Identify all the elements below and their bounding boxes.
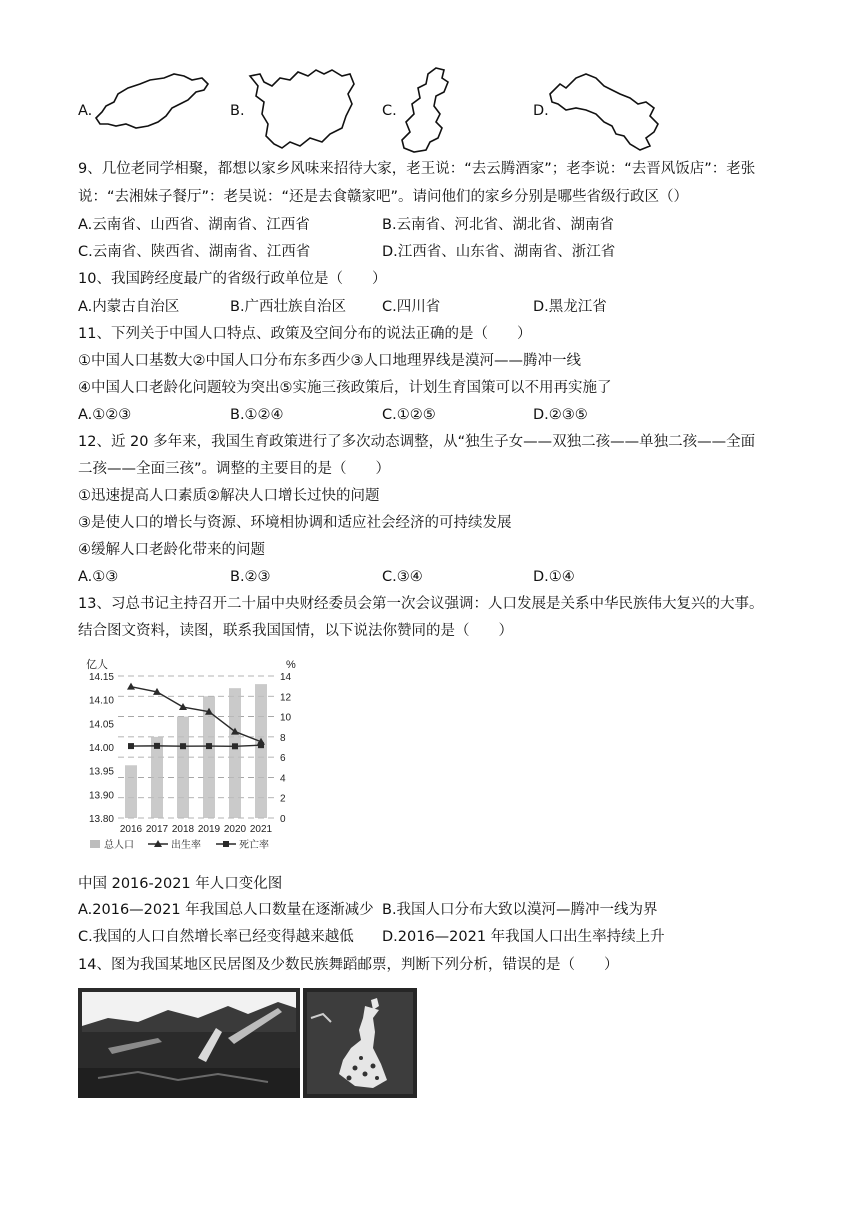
left-tick-label: 14.00 [88,743,114,754]
population-bar [125,765,137,818]
q10-option-b[interactable]: B.广西壮族自治区 [230,299,347,315]
map-label-b: B. [230,103,245,119]
population-bar [177,717,189,818]
q9-option-c[interactable]: C.云南省、陕西省、湖南省、江西省 [78,244,311,260]
left-tick-label: 13.95 [88,766,114,778]
left-tick-label: 13.80 [88,814,114,825]
q13-stem-line1: 13、习总书记主持召开二十届中央财经委员会第一次会议强调：人口发展是关系中华民族伟大复兴的大事。 [78,596,764,612]
right-tick-label: 14 [280,672,292,683]
left-tick-label: 14.15 [88,672,114,683]
q11-stem: 11、下列关于中国人口特点、政策及空间分布的说法正确的是（ ） [78,326,532,342]
legend-label-birth: 出生率 [171,840,201,851]
q11-option-a[interactable]: A.①②③ [78,407,132,423]
q12-stem-line1: 12、近 20 多年来，我国生育政策进行了多次动态调整，从“独生子女——双独二孩——单独二孩——全面 [78,434,756,450]
birth-rate-line [131,687,261,742]
q13-stem-line2: 结合图文资料，读图，联系我国国情，以下说法你赞同的是（ ） [78,623,513,639]
q10-stem: 10、我国跨经度最广的省级行政单位是（ ） [78,271,387,287]
dance-stamp [303,988,417,1098]
map-label-a: A. [78,103,93,119]
q10-option-d[interactable]: D.黑龙江省 [533,299,607,315]
x-tick-label: 2016 [119,824,143,835]
gansu-outline-icon [546,68,666,152]
birth-rate-point [127,683,135,690]
q10-option-c[interactable]: C.四川省 [382,299,441,315]
death-rate-point [128,743,134,749]
right-tick-label: 6 [280,753,286,765]
q11-items-line2: ④中国人口老龄化问题较为突出⑤实施三孩政策后，计划生育国策可以不用再实施了 [78,380,612,396]
legend-marker-death [223,841,229,847]
chart-legend [90,838,269,851]
legend-label-death: 死亡率 [239,840,269,851]
population-bar [229,688,241,818]
x-tick-label: 2018 [171,824,195,835]
legend-label-population: 总人口 [104,840,134,851]
q9-stem-line1: 9、几位老同学相聚，都想以家乡风味来招待大家，老王说：“去云腾酒家”；老李说：“去晋风饭店”：老张 [78,161,756,177]
q13-option-c[interactable]: C.我国的人口自然增长率已经变得越来越低 [78,929,354,945]
q11-option-c[interactable]: C.①②⑤ [382,407,436,423]
population-bar [255,684,267,818]
death-rate-point [180,743,186,749]
right-tick-label: 4 [280,773,286,785]
right-tick-label: 2 [280,793,286,805]
birth-rate-point [179,703,187,710]
q13-option-d[interactable]: D.2016—2021 年我国人口出生率持续上升 [382,929,665,945]
right-tick-label: 0 [280,814,286,825]
left-tick-label: 14.10 [88,695,114,707]
death-rate-point [258,742,264,748]
q10-option-a[interactable]: A.内蒙古自治区 [78,299,180,315]
q13-option-a[interactable]: A.2016—2021 年我国总人口数量在逐渐减少 [78,902,374,918]
q12-items-line2: ③是使人口的增长与资源、环境相协调和适应社会经济的可持续发展 [78,515,512,531]
q12-items-line1: ①迅速提高人口素质②解决人口增长过快的问题 [78,488,380,504]
shandong-outline-icon [92,72,212,132]
death-rate-point [232,743,238,749]
death-rate-point [206,743,212,749]
left-axis-unit-label: 亿人 [86,659,108,671]
death-rate-line [131,745,261,746]
population-bar [151,737,163,818]
x-tick-label: 2017 [145,824,169,835]
q12-option-a[interactable]: A.①③ [78,569,119,585]
q12-option-b[interactable]: B.②③ [230,569,271,585]
map-label-d: D. [533,103,549,119]
dwelling-photo [78,988,300,1098]
right-tick-label: 10 [280,712,292,724]
q12-stem-line2: 二孩——全面三孩”。调整的主要目的是（ ） [78,461,391,477]
q12-option-d[interactable]: D.①④ [533,569,575,585]
q12-option-c[interactable]: C.③④ [382,569,423,585]
q9-option-a[interactable]: A.云南省、山西省、湖南省、江西省 [78,217,310,233]
q11-option-b[interactable]: B.①②④ [230,407,284,423]
q14-stem: 14、图为我国某地区民居图及少数民族舞蹈邮票，判断下列分析，错误的是（ ） [78,957,619,973]
x-tick-label: 2019 [197,824,221,835]
left-tick-label: 13.90 [88,790,114,802]
q12-items-line3: ④缓解人口老龄化带来的问题 [78,542,265,558]
legend-swatch-population [90,840,100,848]
population-change-chart [76,652,306,864]
q11-items-line1: ①中国人口基数大②中国人口分布东多西少③人口地理界线是漠河——腾冲一线 [78,353,581,369]
chart-caption: 中国 2016-2021 年人口变化图 [78,876,283,892]
right-tick-label: 8 [280,732,286,744]
q9-option-d[interactable]: D.江西省、山东省、湖南省、浙江省 [382,244,616,260]
left-tick-label: 14.05 [88,719,114,731]
x-tick-label: 2020 [223,824,247,835]
sichuan-outline-icon [246,66,358,150]
q13-option-b[interactable]: B.我国人口分布大致以漠河—腾冲一线为界 [382,902,658,918]
map-label-c: C. [382,103,397,119]
x-tick-label: 2021 [249,824,273,835]
q11-option-d[interactable]: D.②③⑤ [533,407,588,423]
right-tick-label: 12 [280,692,292,704]
shanxi-outline-icon [396,66,456,156]
q9-stem-line2: 说：“去湘妹子餐厅”：老吴说：“还是去食赣家吧”。请问他们的家乡分别是哪些省级行政区（） [78,189,689,205]
q9-option-b[interactable]: B.云南省、河北省、湖北省、湖南省 [382,217,615,233]
death-rate-point [154,743,160,749]
right-axis-unit-label: % [286,659,296,671]
